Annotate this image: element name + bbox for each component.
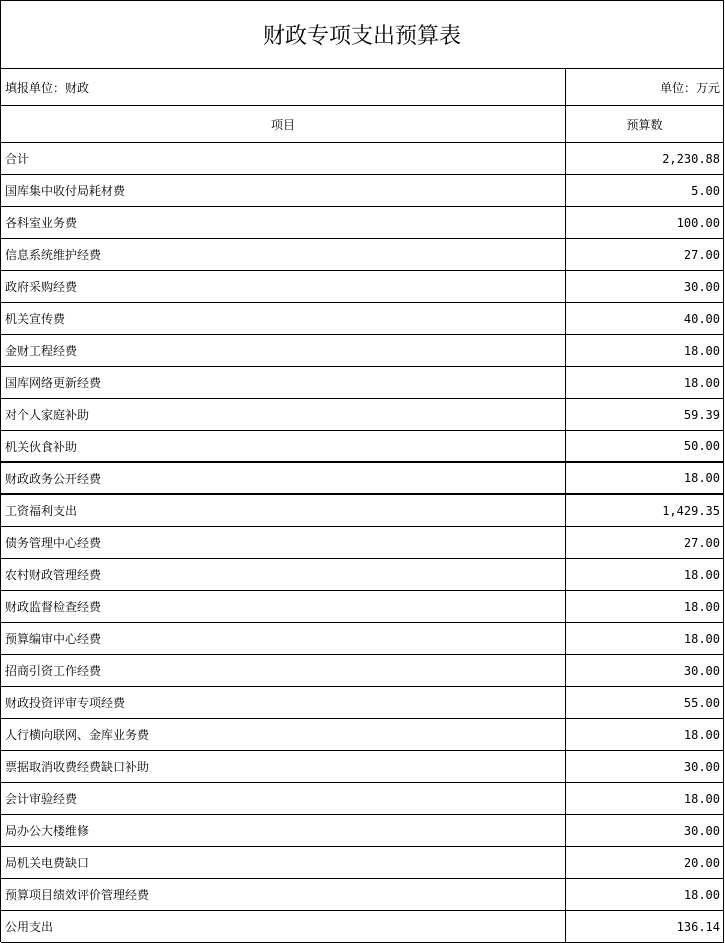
table-row xyxy=(1,335,724,367)
table-row xyxy=(1,207,724,239)
meta-row xyxy=(1,69,724,106)
amount-cell: 50.00 xyxy=(566,431,724,461)
table-row xyxy=(1,175,724,207)
table-row xyxy=(1,559,724,591)
item-cell: 农村财政管理经费 xyxy=(1,559,566,590)
item-cell: 债务管理中心经费 xyxy=(1,527,566,558)
item-cell: 预算编审中心经费 xyxy=(1,623,566,654)
table-row xyxy=(1,783,724,815)
amount-cell: 18.00 xyxy=(566,719,724,750)
item-cell: 票据取消收费经费缺口补助 xyxy=(1,751,566,782)
table-row xyxy=(1,463,724,495)
column-header-item: 项目 xyxy=(1,106,566,142)
amount-cell: 5.00 xyxy=(566,175,724,206)
item-cell: 局机关电费缺口 xyxy=(1,847,566,878)
amount-cell: 136.14 xyxy=(566,911,724,942)
amount-cell: 18.00 xyxy=(566,367,724,398)
item-cell: 局办公大楼维修 xyxy=(1,815,566,846)
table-row xyxy=(1,271,724,303)
amount-cell: 18.00 xyxy=(566,591,724,622)
table-row xyxy=(1,879,724,911)
amount-cell: 30.00 xyxy=(566,815,724,846)
amount-cell: 2,230.88 xyxy=(566,143,724,174)
table-row xyxy=(1,399,724,431)
amount-cell: 18.00 xyxy=(566,559,724,590)
table-row xyxy=(1,687,724,719)
table-row xyxy=(1,623,724,655)
item-cell: 财政投资评审专项经费 xyxy=(1,687,566,718)
item-cell: 对个人家庭补助 xyxy=(1,399,566,430)
unit-label: 单位：万元 xyxy=(566,69,724,105)
amount-cell: 27.00 xyxy=(566,239,724,270)
amount-cell: 40.00 xyxy=(566,303,724,334)
table-row xyxy=(1,815,724,847)
table-title: 财政专项支出预算表 xyxy=(1,1,724,69)
table-row xyxy=(1,367,724,399)
item-cell: 工资福利支出 xyxy=(1,495,566,526)
item-cell: 会计审验经费 xyxy=(1,783,566,814)
table-row xyxy=(1,655,724,687)
item-cell: 财政政务公开经费 xyxy=(1,463,566,493)
item-cell: 机关宣传费 xyxy=(1,303,566,334)
amount-cell: 18.00 xyxy=(566,463,724,493)
header-row xyxy=(1,106,724,143)
item-cell: 机关伙食补助 xyxy=(1,431,566,461)
item-cell: 人行横向联网、金库业务费 xyxy=(1,719,566,750)
table-row xyxy=(1,431,724,463)
column-header-amount: 预算数 xyxy=(566,106,724,142)
item-cell: 合计 xyxy=(1,143,566,174)
amount-cell: 1,429.35 xyxy=(566,495,724,526)
reporting-unit: 填报单位：财政 xyxy=(1,69,566,105)
table-row xyxy=(1,911,724,943)
amount-cell: 30.00 xyxy=(566,271,724,302)
table-row xyxy=(1,751,724,783)
amount-cell: 30.00 xyxy=(566,751,724,782)
item-cell: 信息系统维护经费 xyxy=(1,239,566,270)
item-cell: 预算项目绩效评价管理经费 xyxy=(1,879,566,910)
table-row xyxy=(1,591,724,623)
table-row xyxy=(1,143,724,175)
amount-cell: 100.00 xyxy=(566,207,724,238)
amount-cell: 18.00 xyxy=(566,783,724,814)
item-cell: 金财工程经费 xyxy=(1,335,566,366)
table-row xyxy=(1,527,724,559)
item-cell: 招商引资工作经费 xyxy=(1,655,566,686)
amount-cell: 18.00 xyxy=(566,335,724,366)
amount-cell: 18.00 xyxy=(566,623,724,654)
item-cell: 政府采购经费 xyxy=(1,271,566,302)
table-row xyxy=(1,303,724,335)
amount-cell: 55.00 xyxy=(566,687,724,718)
amount-cell: 18.00 xyxy=(566,879,724,910)
amount-cell: 27.00 xyxy=(566,527,724,558)
item-cell: 国库网络更新经费 xyxy=(1,367,566,398)
item-cell: 财政监督检查经费 xyxy=(1,591,566,622)
amount-cell: 20.00 xyxy=(566,847,724,878)
amount-cell: 30.00 xyxy=(566,655,724,686)
table-row xyxy=(1,239,724,271)
table-row xyxy=(1,495,724,527)
amount-cell: 59.39 xyxy=(566,399,724,430)
item-cell: 公用支出 xyxy=(1,911,566,942)
item-cell: 各科室业务费 xyxy=(1,207,566,238)
table-row xyxy=(1,719,724,751)
item-cell: 国库集中收付局耗材费 xyxy=(1,175,566,206)
table-row xyxy=(1,847,724,879)
